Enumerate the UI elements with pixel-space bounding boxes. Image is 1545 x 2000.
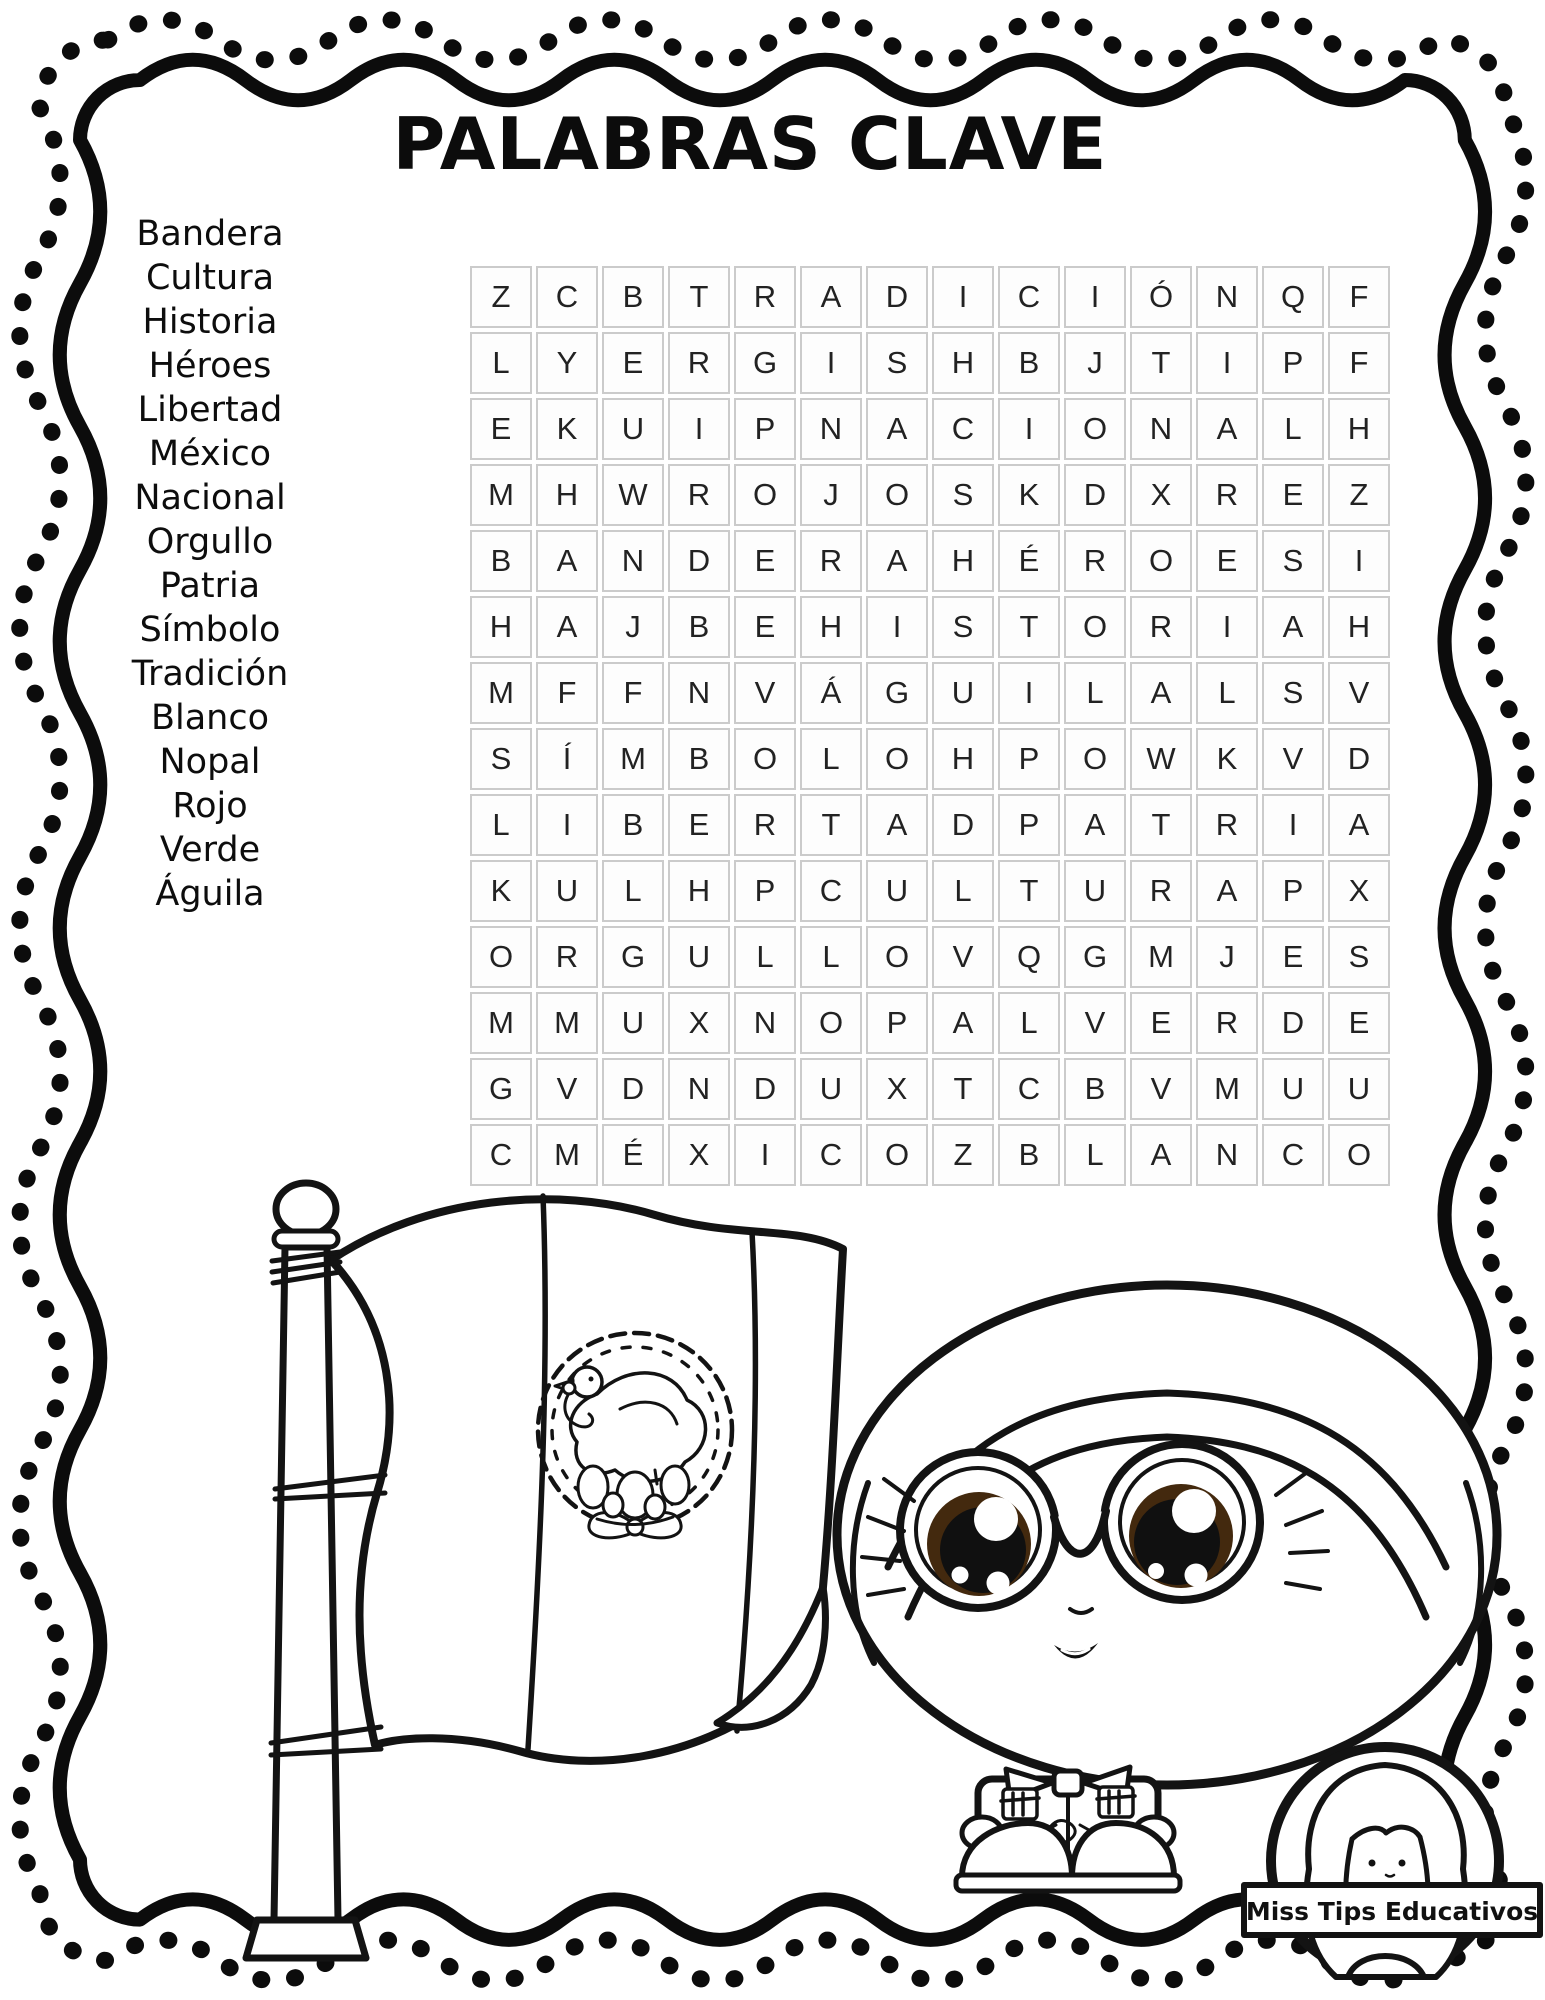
grid-cell-letter: I bbox=[668, 398, 730, 460]
grid-cell-letter: O bbox=[1328, 1124, 1390, 1186]
grid-cell-letter: I bbox=[536, 794, 598, 856]
grid-cell-letter: L bbox=[470, 794, 532, 856]
grid-cell-letter: Á bbox=[800, 662, 862, 724]
pole-base bbox=[246, 1920, 366, 1958]
grid-cell-letter: I bbox=[1196, 596, 1258, 658]
grid-cell-letter: É bbox=[998, 530, 1060, 592]
grid-cell-letter: V bbox=[1328, 662, 1390, 724]
grid-cell-letter: D bbox=[668, 530, 730, 592]
grid-cell-letter: É bbox=[602, 1124, 664, 1186]
grid-cell-letter: H bbox=[536, 464, 598, 526]
grid-cell-letter: M bbox=[470, 464, 532, 526]
page-title: PALABRAS CLAVE bbox=[392, 102, 1108, 186]
grid-cell-letter: D bbox=[1064, 464, 1126, 526]
grid-cell-letter: K bbox=[998, 464, 1060, 526]
grid-cell-letter: E bbox=[1262, 464, 1324, 526]
grid-cell-letter: B bbox=[602, 794, 664, 856]
grid-cell-letter: V bbox=[932, 926, 994, 988]
grid-cell-letter: A bbox=[536, 530, 598, 592]
grid-cell-letter: O bbox=[1130, 530, 1192, 592]
eagle-head bbox=[572, 1367, 602, 1397]
grid-cell-letter: L bbox=[1262, 398, 1324, 460]
grid-cell-letter: O bbox=[866, 1124, 928, 1186]
grid-cell-letter: F bbox=[536, 662, 598, 724]
grid-cell-letter: U bbox=[602, 398, 664, 460]
grid-cell-letter: A bbox=[1328, 794, 1390, 856]
grid-cell-letter: P bbox=[734, 860, 796, 922]
grid-cell-letter: O bbox=[800, 992, 862, 1054]
grid-cell-letter: J bbox=[1196, 926, 1258, 988]
grid-cell-letter: O bbox=[734, 728, 796, 790]
grid-cell-letter: H bbox=[800, 596, 862, 658]
grid-cell-letter: O bbox=[866, 728, 928, 790]
grid-cell-letter: H bbox=[932, 332, 994, 394]
word-list-item: Nopal bbox=[159, 742, 261, 782]
grid-cell-letter: G bbox=[1064, 926, 1126, 988]
grid-cell-letter: I bbox=[866, 596, 928, 658]
word-list-item: Símbolo bbox=[139, 610, 281, 650]
grid-cell-letter: U bbox=[1262, 1058, 1324, 1120]
grid-cell-letter: T bbox=[1130, 332, 1192, 394]
grid-cell-letter: D bbox=[932, 794, 994, 856]
grid-cell-letter: H bbox=[668, 860, 730, 922]
grid-cell-letter: I bbox=[1064, 266, 1126, 328]
grid-cell-letter: N bbox=[800, 398, 862, 460]
shoe-sole bbox=[956, 1875, 1180, 1891]
grid-cell-letter: F bbox=[602, 662, 664, 724]
grid-cell-letter: S bbox=[932, 596, 994, 658]
grid-cell-letter: C bbox=[1262, 1124, 1324, 1186]
logo-girl bbox=[1306, 1765, 1465, 1977]
grid-cell-letter: M bbox=[536, 992, 598, 1054]
grid-cell-letter: L bbox=[932, 860, 994, 922]
grid-cell-letter: N bbox=[668, 662, 730, 724]
grid-cell-letter: E bbox=[734, 596, 796, 658]
grid-cell-letter: B bbox=[1064, 1058, 1126, 1120]
grid-cell-letter: G bbox=[602, 926, 664, 988]
grid-cell-letter: M bbox=[602, 728, 664, 790]
grid-cell-letter: E bbox=[1130, 992, 1192, 1054]
grid-cell-letter: A bbox=[1130, 662, 1192, 724]
grid-cell-letter: J bbox=[602, 596, 664, 658]
grid-cell-letter: M bbox=[470, 992, 532, 1054]
grid-cell-letter: A bbox=[1196, 860, 1258, 922]
grid-cell-letter: A bbox=[866, 530, 928, 592]
word-list-item: Águila bbox=[155, 874, 265, 914]
word-list-item: Rojo bbox=[172, 786, 248, 826]
grid-cell-letter: Q bbox=[998, 926, 1060, 988]
grid-cell-letter: L bbox=[1064, 1124, 1126, 1186]
grid-cell-letter: P bbox=[734, 398, 796, 460]
grid-cell-letter: R bbox=[1064, 530, 1126, 592]
grid-cell-letter: L bbox=[602, 860, 664, 922]
grid-cell-letter: R bbox=[734, 794, 796, 856]
grid-cell-letter: H bbox=[470, 596, 532, 658]
grid-cell-letter: M bbox=[536, 1124, 598, 1186]
grid-cell-letter: N bbox=[1130, 398, 1192, 460]
grid-cell-letter: N bbox=[1196, 1124, 1258, 1186]
grid-cell-letter: O bbox=[866, 464, 928, 526]
grid-cell-letter: I bbox=[932, 266, 994, 328]
pole-finial bbox=[276, 1183, 336, 1235]
grid-cell-letter: N bbox=[1196, 266, 1258, 328]
grid-cell-letter: N bbox=[734, 992, 796, 1054]
word-list-item: Cultura bbox=[145, 258, 275, 298]
grid-cell-letter: A bbox=[1130, 1124, 1192, 1186]
grid-cell-letter: B bbox=[470, 530, 532, 592]
grid-cell-letter: L bbox=[800, 926, 862, 988]
grid-cell-letter: C bbox=[932, 398, 994, 460]
grid-cell-letter: O bbox=[1064, 596, 1126, 658]
grid-cell-letter: N bbox=[668, 1058, 730, 1120]
mexican-flag-illustration bbox=[225, 1175, 885, 1975]
grid-cell-letter: A bbox=[1196, 398, 1258, 460]
word-list-item: Verde bbox=[159, 830, 261, 870]
grid-cell-letter: M bbox=[1196, 1058, 1258, 1120]
grid-cell-letter: H bbox=[932, 530, 994, 592]
grid-cell-letter: T bbox=[998, 860, 1060, 922]
word-list bbox=[95, 212, 325, 916]
grid-cell-letter: J bbox=[800, 464, 862, 526]
grid-cell-letter: E bbox=[1262, 926, 1324, 988]
grid-cell-letter: O bbox=[470, 926, 532, 988]
grid-cell-letter: B bbox=[668, 596, 730, 658]
grid-cell-letter: L bbox=[800, 728, 862, 790]
grid-cell-letter: V bbox=[1262, 728, 1324, 790]
grid-cell-letter: R bbox=[1196, 992, 1258, 1054]
grid-cell-letter: G bbox=[470, 1058, 532, 1120]
grid-cell-letter: L bbox=[1196, 662, 1258, 724]
grid-cell-letter: U bbox=[1328, 1058, 1390, 1120]
grid-cell-letter: R bbox=[800, 530, 862, 592]
grid-cell-letter: S bbox=[932, 464, 994, 526]
grid-cell-letter: T bbox=[668, 266, 730, 328]
grid-cell-letter: E bbox=[668, 794, 730, 856]
grid-cell-letter: D bbox=[1328, 728, 1390, 790]
grid-cell-letter: D bbox=[602, 1058, 664, 1120]
word-list-item: Historia bbox=[142, 302, 278, 342]
grid-cell-letter: C bbox=[470, 1124, 532, 1186]
grid-cell-letter: H bbox=[1328, 398, 1390, 460]
left-eye bbox=[927, 1492, 1031, 1596]
grid-cell-letter: B bbox=[998, 1124, 1060, 1186]
grid-cell-letter: T bbox=[932, 1058, 994, 1120]
grid-cell-letter: J bbox=[1064, 332, 1126, 394]
grid-cell-letter: A bbox=[800, 266, 862, 328]
grid-cell-letter: I bbox=[800, 332, 862, 394]
grid-cell-letter: W bbox=[602, 464, 664, 526]
grid-cell-letter: U bbox=[932, 662, 994, 724]
grid-cell-letter: X bbox=[668, 992, 730, 1054]
grid-cell-letter: F bbox=[1328, 332, 1390, 394]
grid-cell-letter: O bbox=[734, 464, 796, 526]
grid-cell-letter: K bbox=[536, 398, 598, 460]
grid-cell-letter: R bbox=[668, 464, 730, 526]
word-list-item: Blanco bbox=[150, 698, 270, 738]
grid-cell-letter: Z bbox=[470, 266, 532, 328]
grid-cell-letter: Z bbox=[1328, 464, 1390, 526]
grid-cell-letter: O bbox=[1064, 398, 1126, 460]
grid-cell-letter: I bbox=[998, 398, 1060, 460]
grid-cell-letter: U bbox=[668, 926, 730, 988]
grid-cell-letter: P bbox=[998, 728, 1060, 790]
grid-cell-letter: T bbox=[998, 596, 1060, 658]
grid-cell-letter: H bbox=[932, 728, 994, 790]
grid-cell-letter: R bbox=[668, 332, 730, 394]
grid-cell-letter: Í bbox=[536, 728, 598, 790]
grid-cell-letter: G bbox=[866, 662, 928, 724]
word-list-item: Patria bbox=[159, 566, 261, 606]
word-search-grid bbox=[470, 266, 1390, 1186]
word-list-item: Tradición bbox=[131, 654, 289, 694]
miss-tips-educativos-badge bbox=[1240, 1735, 1545, 2000]
grid-cell-letter: O bbox=[866, 926, 928, 988]
grid-cell-letter: A bbox=[866, 794, 928, 856]
grid-cell-letter: X bbox=[668, 1124, 730, 1186]
grid-cell-letter: T bbox=[800, 794, 862, 856]
grid-cell-letter: C bbox=[998, 266, 1060, 328]
grid-cell-letter: M bbox=[1130, 926, 1192, 988]
grid-cell-letter: X bbox=[866, 1058, 928, 1120]
grid-cell-letter: V bbox=[536, 1058, 598, 1120]
logo-banner bbox=[1244, 1885, 1540, 1935]
grid-cell-letter: L bbox=[470, 332, 532, 394]
grid-cell-letter: V bbox=[1130, 1058, 1192, 1120]
grid-cell-letter: A bbox=[536, 596, 598, 658]
grid-cell-letter: V bbox=[734, 662, 796, 724]
grid-cell-letter: B bbox=[998, 332, 1060, 394]
grid-cell-letter: U bbox=[800, 1058, 862, 1120]
grid-cell-letter: Y bbox=[536, 332, 598, 394]
grid-cell-letter: G bbox=[734, 332, 796, 394]
grid-cell-letter: S bbox=[866, 332, 928, 394]
grid-cell-letter: T bbox=[1130, 794, 1192, 856]
grid-cell-letter: B bbox=[668, 728, 730, 790]
right-eye bbox=[1129, 1484, 1233, 1588]
grid-cell-letter: K bbox=[1196, 728, 1258, 790]
grid-cell-letter: A bbox=[1064, 794, 1126, 856]
grid-cell-letter: V bbox=[1064, 992, 1126, 1054]
grid-cell-letter: Ó bbox=[1130, 266, 1192, 328]
grid-cell-letter: E bbox=[734, 530, 796, 592]
grid-cell-letter: D bbox=[734, 1058, 796, 1120]
grid-cell-letter: U bbox=[602, 992, 664, 1054]
grid-cell-letter: O bbox=[1064, 728, 1126, 790]
word-list-item: Héroes bbox=[148, 346, 272, 386]
uniform-body bbox=[956, 1767, 1180, 1891]
grid-cell-letter: C bbox=[800, 1124, 862, 1186]
grid-cell-letter: S bbox=[1262, 530, 1324, 592]
grid-cell-letter: R bbox=[734, 266, 796, 328]
grid-cell-letter: P bbox=[1262, 332, 1324, 394]
grid-cell-letter: U bbox=[536, 860, 598, 922]
grid-cell-letter: W bbox=[1130, 728, 1192, 790]
grid-cell-letter: I bbox=[734, 1124, 796, 1186]
word-list-item: Orgullo bbox=[146, 522, 274, 562]
word-list-item: Libertad bbox=[137, 390, 283, 430]
grid-cell-letter: R bbox=[1130, 860, 1192, 922]
grid-cell-letter: S bbox=[1262, 662, 1324, 724]
grid-cell-letter: S bbox=[1328, 926, 1390, 988]
grid-cell-letter: N bbox=[602, 530, 664, 592]
grid-cell-letter: P bbox=[866, 992, 928, 1054]
word-list-item: México bbox=[148, 434, 272, 474]
grid-cell-letter: U bbox=[1064, 860, 1126, 922]
grid-cell-letter: D bbox=[866, 266, 928, 328]
grid-cell-letter: S bbox=[470, 728, 532, 790]
grid-cell-letter: E bbox=[470, 398, 532, 460]
word-list-item: Nacional bbox=[134, 478, 286, 518]
grid-cell-letter: A bbox=[932, 992, 994, 1054]
grid-cell-letter: R bbox=[1196, 464, 1258, 526]
grid-cell-letter: E bbox=[1328, 992, 1390, 1054]
grid-cell-letter: I bbox=[1196, 332, 1258, 394]
grid-cell-letter: X bbox=[1328, 860, 1390, 922]
grid-cell-letter: L bbox=[998, 992, 1060, 1054]
grid-cell-letter: I bbox=[1328, 530, 1390, 592]
grid-cell-letter: R bbox=[1196, 794, 1258, 856]
grid-cell-letter: P bbox=[998, 794, 1060, 856]
grid-cell-letter: U bbox=[866, 860, 928, 922]
grid-cell-letter: M bbox=[470, 662, 532, 724]
grid-cell-letter: R bbox=[536, 926, 598, 988]
grid-cell-letter: Z bbox=[932, 1124, 994, 1186]
grid-cell-letter: A bbox=[1262, 596, 1324, 658]
grid-cell-letter: X bbox=[1130, 464, 1192, 526]
grid-cell-letter: I bbox=[1262, 794, 1324, 856]
grid-cell-letter: L bbox=[734, 926, 796, 988]
grid-cell-letter: C bbox=[998, 1058, 1060, 1120]
grid-cell-letter: K bbox=[470, 860, 532, 922]
grid-cell-letter: P bbox=[1262, 860, 1324, 922]
grid-cell-letter: E bbox=[1196, 530, 1258, 592]
grid-cell-letter: E bbox=[602, 332, 664, 394]
word-list-item: Bandera bbox=[136, 214, 284, 254]
grid-cell-letter: R bbox=[1130, 596, 1192, 658]
grid-cell-letter: H bbox=[1328, 596, 1390, 658]
grid-cell-letter: F bbox=[1328, 266, 1390, 328]
grid-cell-letter: C bbox=[800, 860, 862, 922]
grid-cell-letter: C bbox=[536, 266, 598, 328]
grid-cell-letter: I bbox=[998, 662, 1060, 724]
grid-cell-letter: Q bbox=[1262, 266, 1324, 328]
grid-cell-letter: D bbox=[1262, 992, 1324, 1054]
grid-cell-letter: B bbox=[602, 266, 664, 328]
grid-cell-letter: A bbox=[866, 398, 928, 460]
logo-text: Miss Tips Educativos bbox=[1245, 1897, 1539, 1926]
grid-cell-letter: L bbox=[1064, 662, 1126, 724]
